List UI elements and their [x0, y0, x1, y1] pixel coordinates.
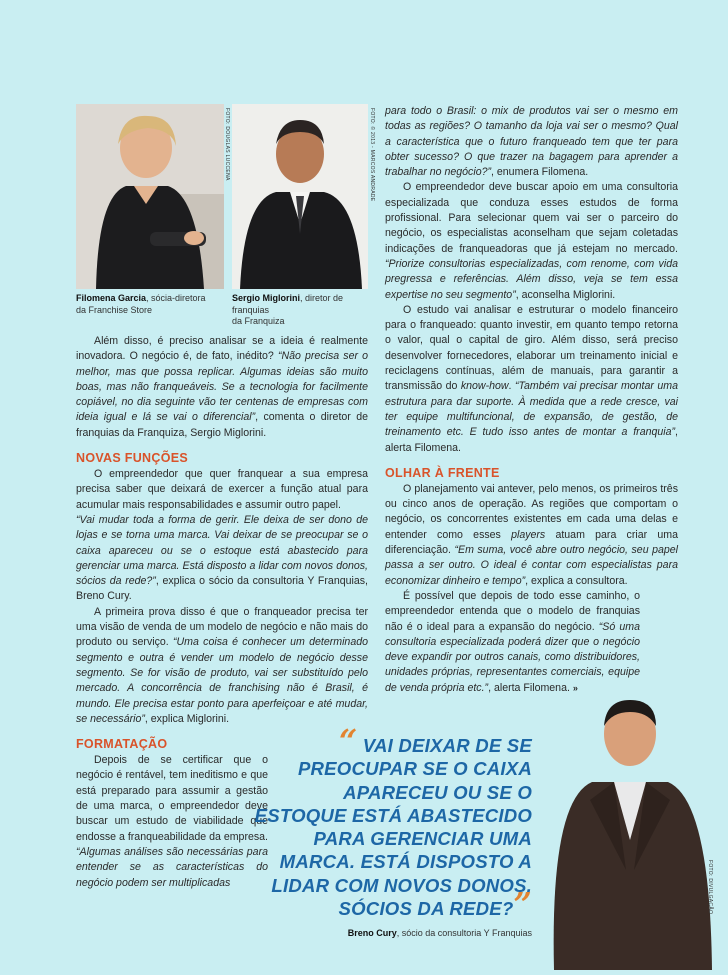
caption-sergio-role: , diretor de franquias	[232, 293, 344, 315]
caption-filomena	[76, 293, 224, 316]
caption-sergio	[232, 293, 372, 328]
heading-formatacao: FORMATAÇÃO	[76, 737, 168, 752]
term-span: players	[511, 528, 546, 541]
portrait-man-right-image	[540, 690, 720, 970]
text-span: , alerta Filomena.	[385, 426, 678, 454]
pull-quote-author-name: Breno Cury	[347, 928, 397, 939]
text-span: , comenta o diretor de franquias da Franquiza, Sergio Miglorini.	[76, 411, 368, 439]
paragraph-estudo	[385, 303, 678, 456]
quote-span: “Uma coisa é conhecer um determinado segmento e outra é vender um modelo de negócio desse segmento. Se for visão de produto, vai ser substituído pelo mercado. A concorrência de franchising não é Brasil, é mundo. Ele precisa estar ponto para aperfeiçoar e até mudar, se necessário”	[76, 636, 369, 725]
pull-quote-author-role: , sócio da consultoria Y Franquias	[396, 928, 532, 939]
paragraph-consultoria	[385, 180, 678, 302]
quote-span: “Vai mudar toda a forma de gerir. Ele deixa de ser dono de lojas e se torna uma marca. Vai deixar de se preocupar se o caixa apareceu ou se o estoque está abastecido para gerenciar uma marca. Está disposto a lidar com novos donos, sócios da rede?”	[76, 513, 368, 588]
text-span: , explica a consultora.	[525, 574, 628, 587]
caption-sergio-name: Sergio Miglorini	[232, 293, 301, 303]
open-quote-mark: “	[338, 722, 358, 760]
text-span: , enumera Filomena.	[491, 166, 589, 179]
right-column	[385, 104, 678, 696]
photo-credit-right: FOTO: DIVULGAÇÃO	[707, 860, 713, 915]
paragraph-quote-cury	[76, 513, 368, 605]
text-span: atuam para criar uma diferenciação.	[385, 528, 678, 557]
text-span: O empreendedor deve buscar apoio em uma consultoria especializada que conduza esses estudos de forma profissional. Para selecionar quem vai ser o parceiro do negócio, os especialistas aconselham que sejam coletadas indicações de franqueadoras que já estejam no mercado.	[385, 181, 678, 255]
quote-span: “Em suma, você abre outro negócio, seu papel passa a ser outro. O ideal é contar com especialistas para economizar dinheiro e tempo”	[385, 544, 679, 587]
text-span: O estudo vai analisar e estruturar o modelo financeiro para o franqueado: quanto investir, em quanto tempo retorna o valor, qual o capital de giro. Além disso, será preciso desenvolver fornecedores, elaborar um treinamento inicial e reciclagens contínuas, além de manuais, para garantir a transmissão do	[385, 303, 678, 393]
portrait-man-image	[232, 104, 368, 289]
text-span: Além disso, é preciso analisar se a ideia é realmente inovadora. O negócio é, de fato, inédito?	[76, 335, 368, 363]
text-span: , explica o sócio da consultoria Y Franquias, Breno Cury.	[76, 575, 368, 603]
portrait-woman-image	[76, 104, 224, 289]
end-of-article-mark: »	[572, 682, 578, 693]
term-span: know-how	[460, 380, 509, 393]
photo-row	[76, 104, 375, 326]
quote-span: “Priorize consultorias especializadas, com renome, com vida pregressa e referências. Além disso, veja se tem essa expertise no seu segmento”	[385, 257, 678, 301]
text-span: .	[508, 380, 515, 393]
photo-sergio-miglorini	[232, 104, 368, 289]
pull-quote-text	[252, 722, 532, 924]
paragraph-novas-funcoes: O empreendedor que quer franquear a sua empresa precisa saber que deixará de exercer a função atual para acumular mais responsabilidades e assumir outro papel.	[76, 468, 368, 511]
quote-span: “Algumas análises são necessárias para entender se as características do negócio podem ser multiplicadas	[76, 845, 268, 889]
paragraph-inovadora	[76, 334, 368, 441]
pull-quote-author	[252, 928, 532, 938]
photo-breno-cury	[540, 690, 720, 970]
quote-span: “Só uma consultoria especializada poderá dizer que o negócio deve expandir por outros canais, como distribuidores, unidades próprias, representantes comerciais, equipe de venda própria etc.”	[385, 620, 640, 694]
heading-olhar-a-frente: OLHAR À FRENTE	[385, 465, 500, 480]
pull-quote-body: VAI DEIXAR DE SE PREOCUPAR SE O CAIXA APARECEU OU SE O ESTOQUE ESTÁ ABASTECIDO PARA GERENCIAR UMA MARCA. ESTÁ DISPOSTO A LIDAR COM NOVOS DONOS, SÓCIOS DA REDE?	[254, 735, 532, 920]
text-span: O planejamento vai antever, pelo menos, os primeiros três ou cinco anos de operação. As regiões que comportam o negócio, os concorrentes existentes em cada uma delas e entender como esses	[385, 482, 678, 541]
paragraph-planejamento	[385, 482, 678, 589]
text-span: A primeira prova disso é que o franqueador precisa ter uma visão de venda de um modelo de negócio e não mais do produto ou serviço.	[76, 605, 368, 649]
pull-quote	[252, 722, 532, 939]
quote-span: para todo o Brasil: o mix de produtos vai ser o mesmo em todas as regiões? O tamanho da loja vai ser o mesmo? Qual a característica que o futuro franqueado tem que ter para obter sucesso? O que trazer na bagagem para aprender a trabalhar no negócio?”	[385, 105, 678, 179]
caption-sergio-company: da Franquiza	[232, 316, 285, 326]
photo-credit-middle: FOTO: © 2013 - MARCOS ANDRADE	[369, 108, 375, 202]
text-span: É possível que depois de todo esse caminho, o empreendedor entenda que o modelo de franquias não é o ideal para a expansão do negócio.	[385, 589, 640, 633]
text-span: , aconselha Miglorini.	[515, 288, 616, 301]
caption-filomena-name: Filomena Garcia	[76, 293, 147, 303]
close-quote-mark: ”	[513, 885, 532, 924]
heading-novas-funcoes: NOVAS FUNÇÕES	[76, 451, 189, 466]
text-span: Depois de se certificar que o negócio é rentável, tem ineditismo e que está preparado para assumir a gestão de uma marca, o empreendedor deve buscar um estudo de viabilidade que endosse a franqueabilidade da empresa.	[76, 754, 269, 843]
quote-span: “Também vai precisar montar uma estrutura para dar suporte. À medida que a rede cresce, vai ter equipe multifuncional, de expansão, de gestão, de treinamento etc. E tudo isso antes de montar a franquia”	[385, 380, 678, 439]
quote-span: “Não precisa ser o melhor, mas que possa replicar. Algumas ideias são muito boas, mas não franqueáveis. Se a tecnologia for facilmente copiável, no dia seguinte vão ter centenas de empresas com ideia igual e lá se vai o diferencial”	[76, 350, 368, 424]
paragraph-continuacao	[385, 104, 678, 180]
caption-filomena-company: da Franchise Store	[76, 304, 153, 315]
text-span: , alerta Filomena.	[488, 681, 573, 694]
paragraph-caminho	[385, 589, 640, 696]
paragraph-primeira-prova	[76, 605, 368, 727]
photo-credit-left: FOTO: DOUGLAS LUCCENA	[224, 108, 230, 181]
text-span: , explica Miglorini.	[144, 712, 230, 725]
paragraph-formatacao	[76, 753, 268, 891]
caption-filomena-role: , sócia-diretora	[146, 293, 206, 303]
photo-filomena-garcia	[76, 104, 224, 289]
